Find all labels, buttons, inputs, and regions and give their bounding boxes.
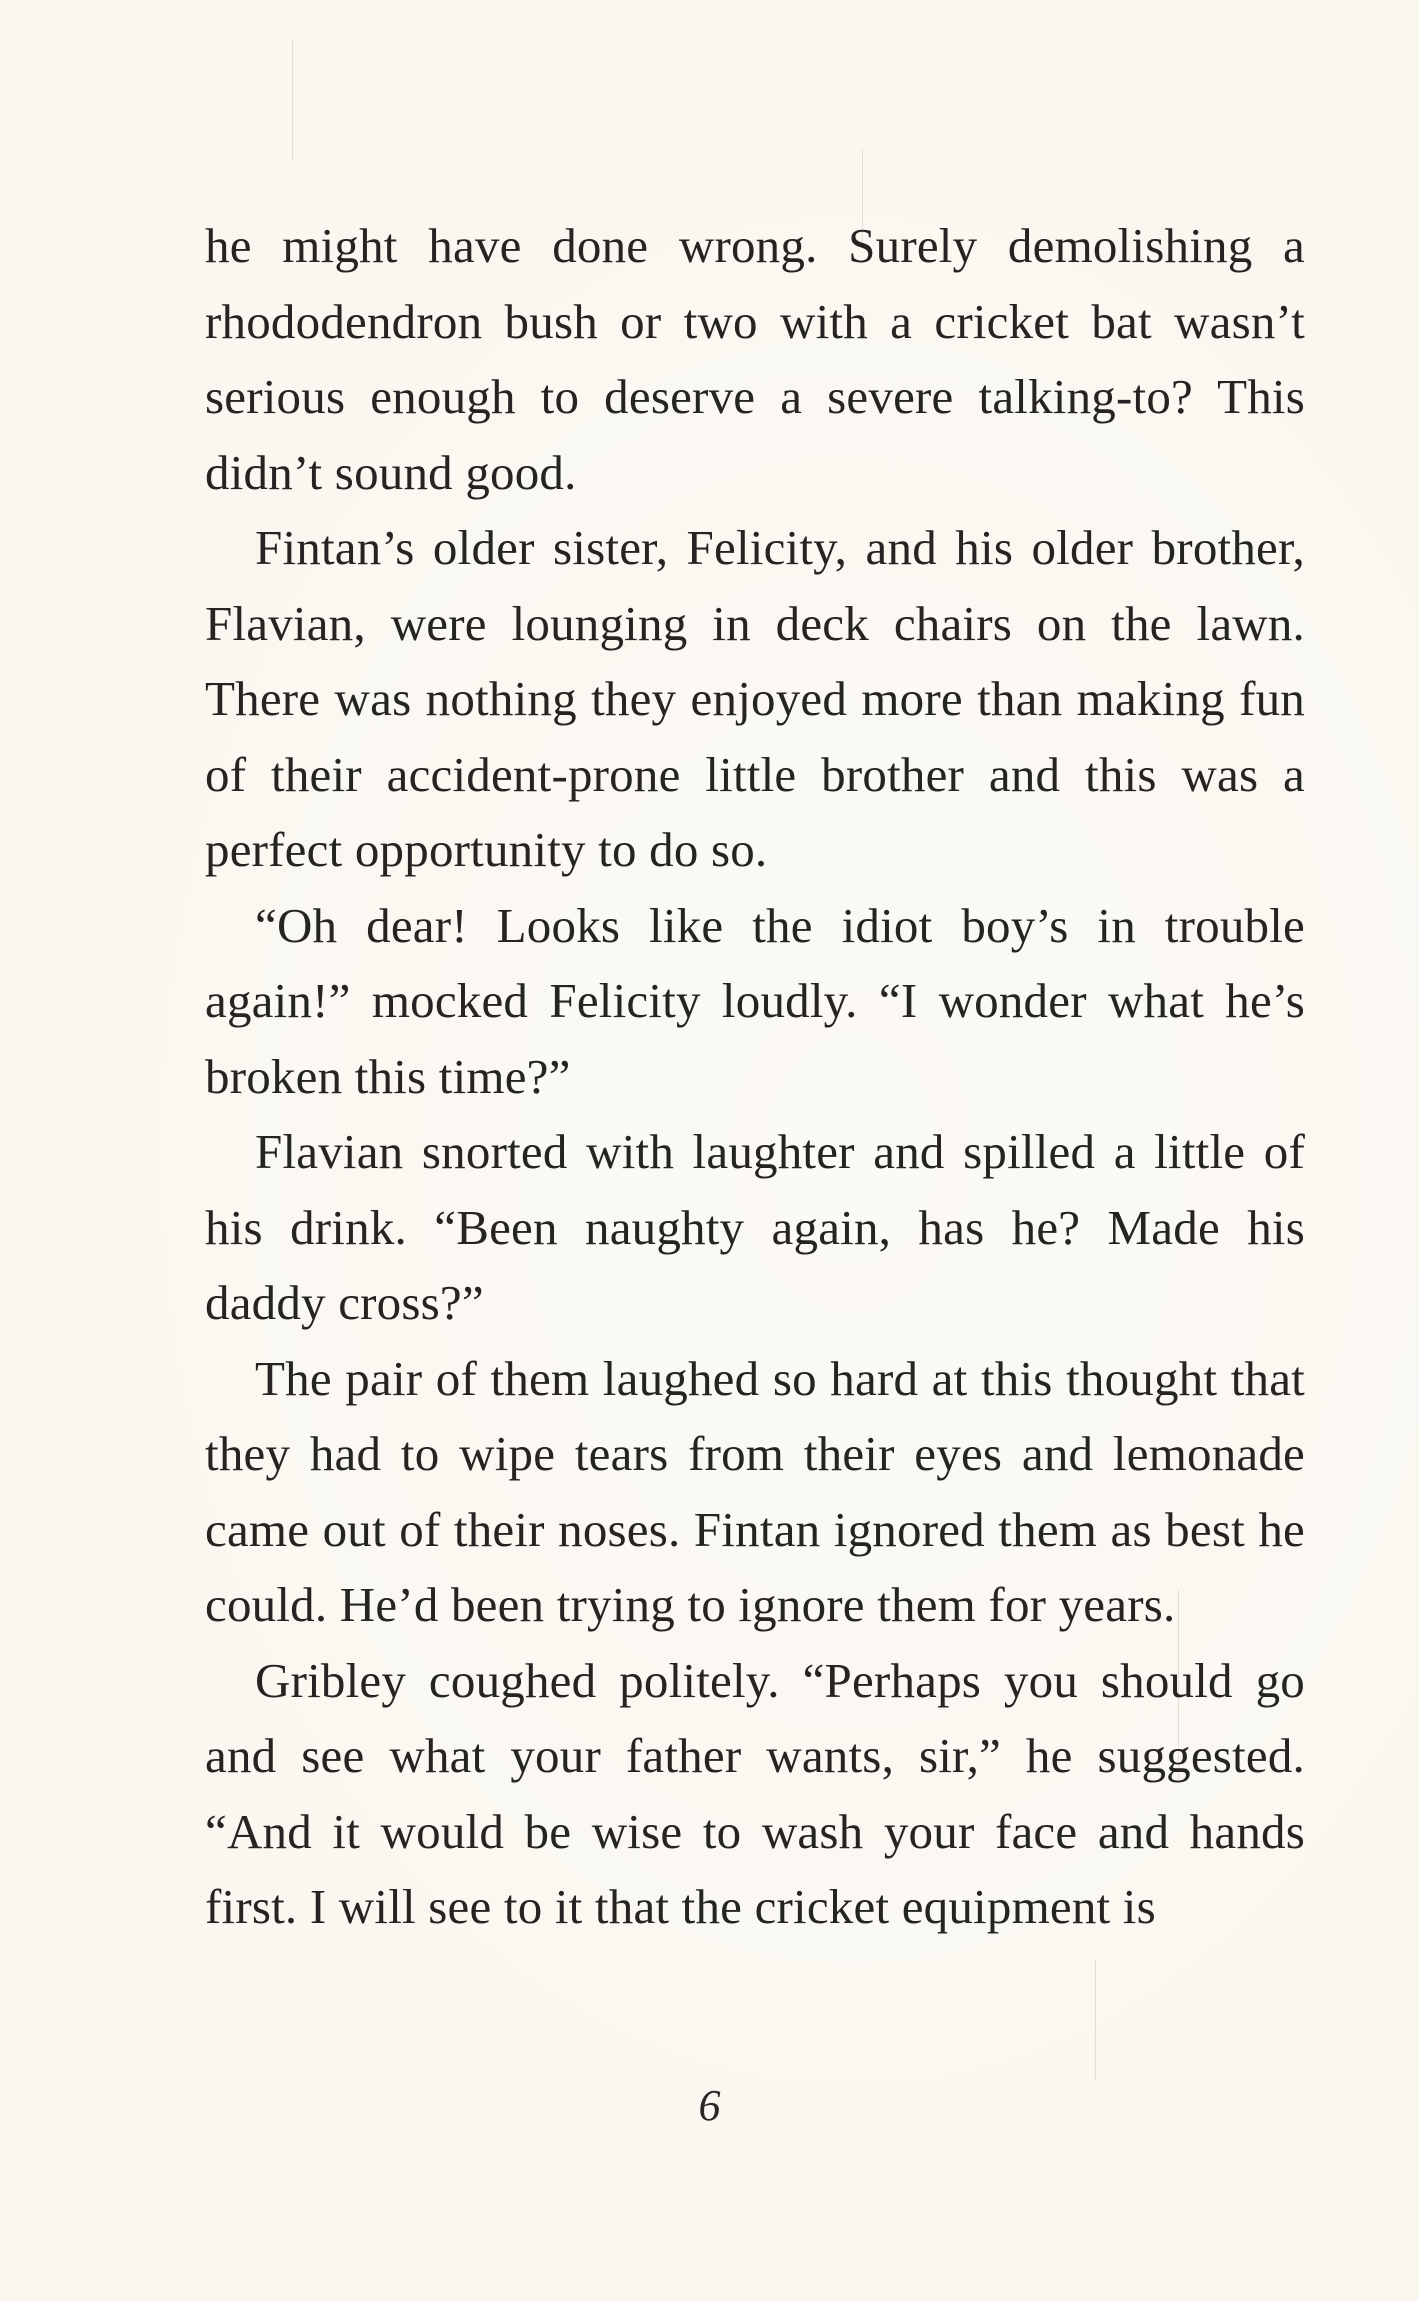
page-number: 6 <box>698 2081 721 2130</box>
paragraph: Fintan’s older sister, Felicity, and his older brother, Flavian, were lounging in deck chairs on the lawn. There was nothing they enjoyed more than making fun of their accident-prone little brother and this was a perfect opportunity to do so. <box>205 520 1305 877</box>
body-text <box>205 208 1305 1945</box>
paragraph: The pair of them laughed so hard at this thought that they had to wipe tears from their eyes and lemonade came out of their noses. Fintan ignored them as best he could. He’d been trying to ignore them for years. <box>205 1350 1305 1632</box>
paragraph: “Oh dear! Looks like the idiot boy’s in trouble again!” mocked Felicity loudly. “I wonder what he’s broken this time?” <box>205 897 1305 1104</box>
paragraph: Flavian snorted with laughter and spilled a little of his drink. “Been naughty again, has he? Made his daddy cross?” <box>205 1124 1305 1330</box>
paper-crease <box>1095 1960 1096 2080</box>
paragraph: he might have done wrong. Surely demolishing a rhododendron bush or two with a cricket bat wasn’t serious enough to deserve a severe talking-to? This didn’t sound good. <box>205 218 1305 500</box>
paper-crease <box>292 40 293 160</box>
paragraph: Gribley coughed politely. “Perhaps you should go and see what your father wants, sir,” he suggested. “And it would be wise to wash your face and hands first. I will see to it that the cricket equipment is <box>205 1652 1305 1934</box>
